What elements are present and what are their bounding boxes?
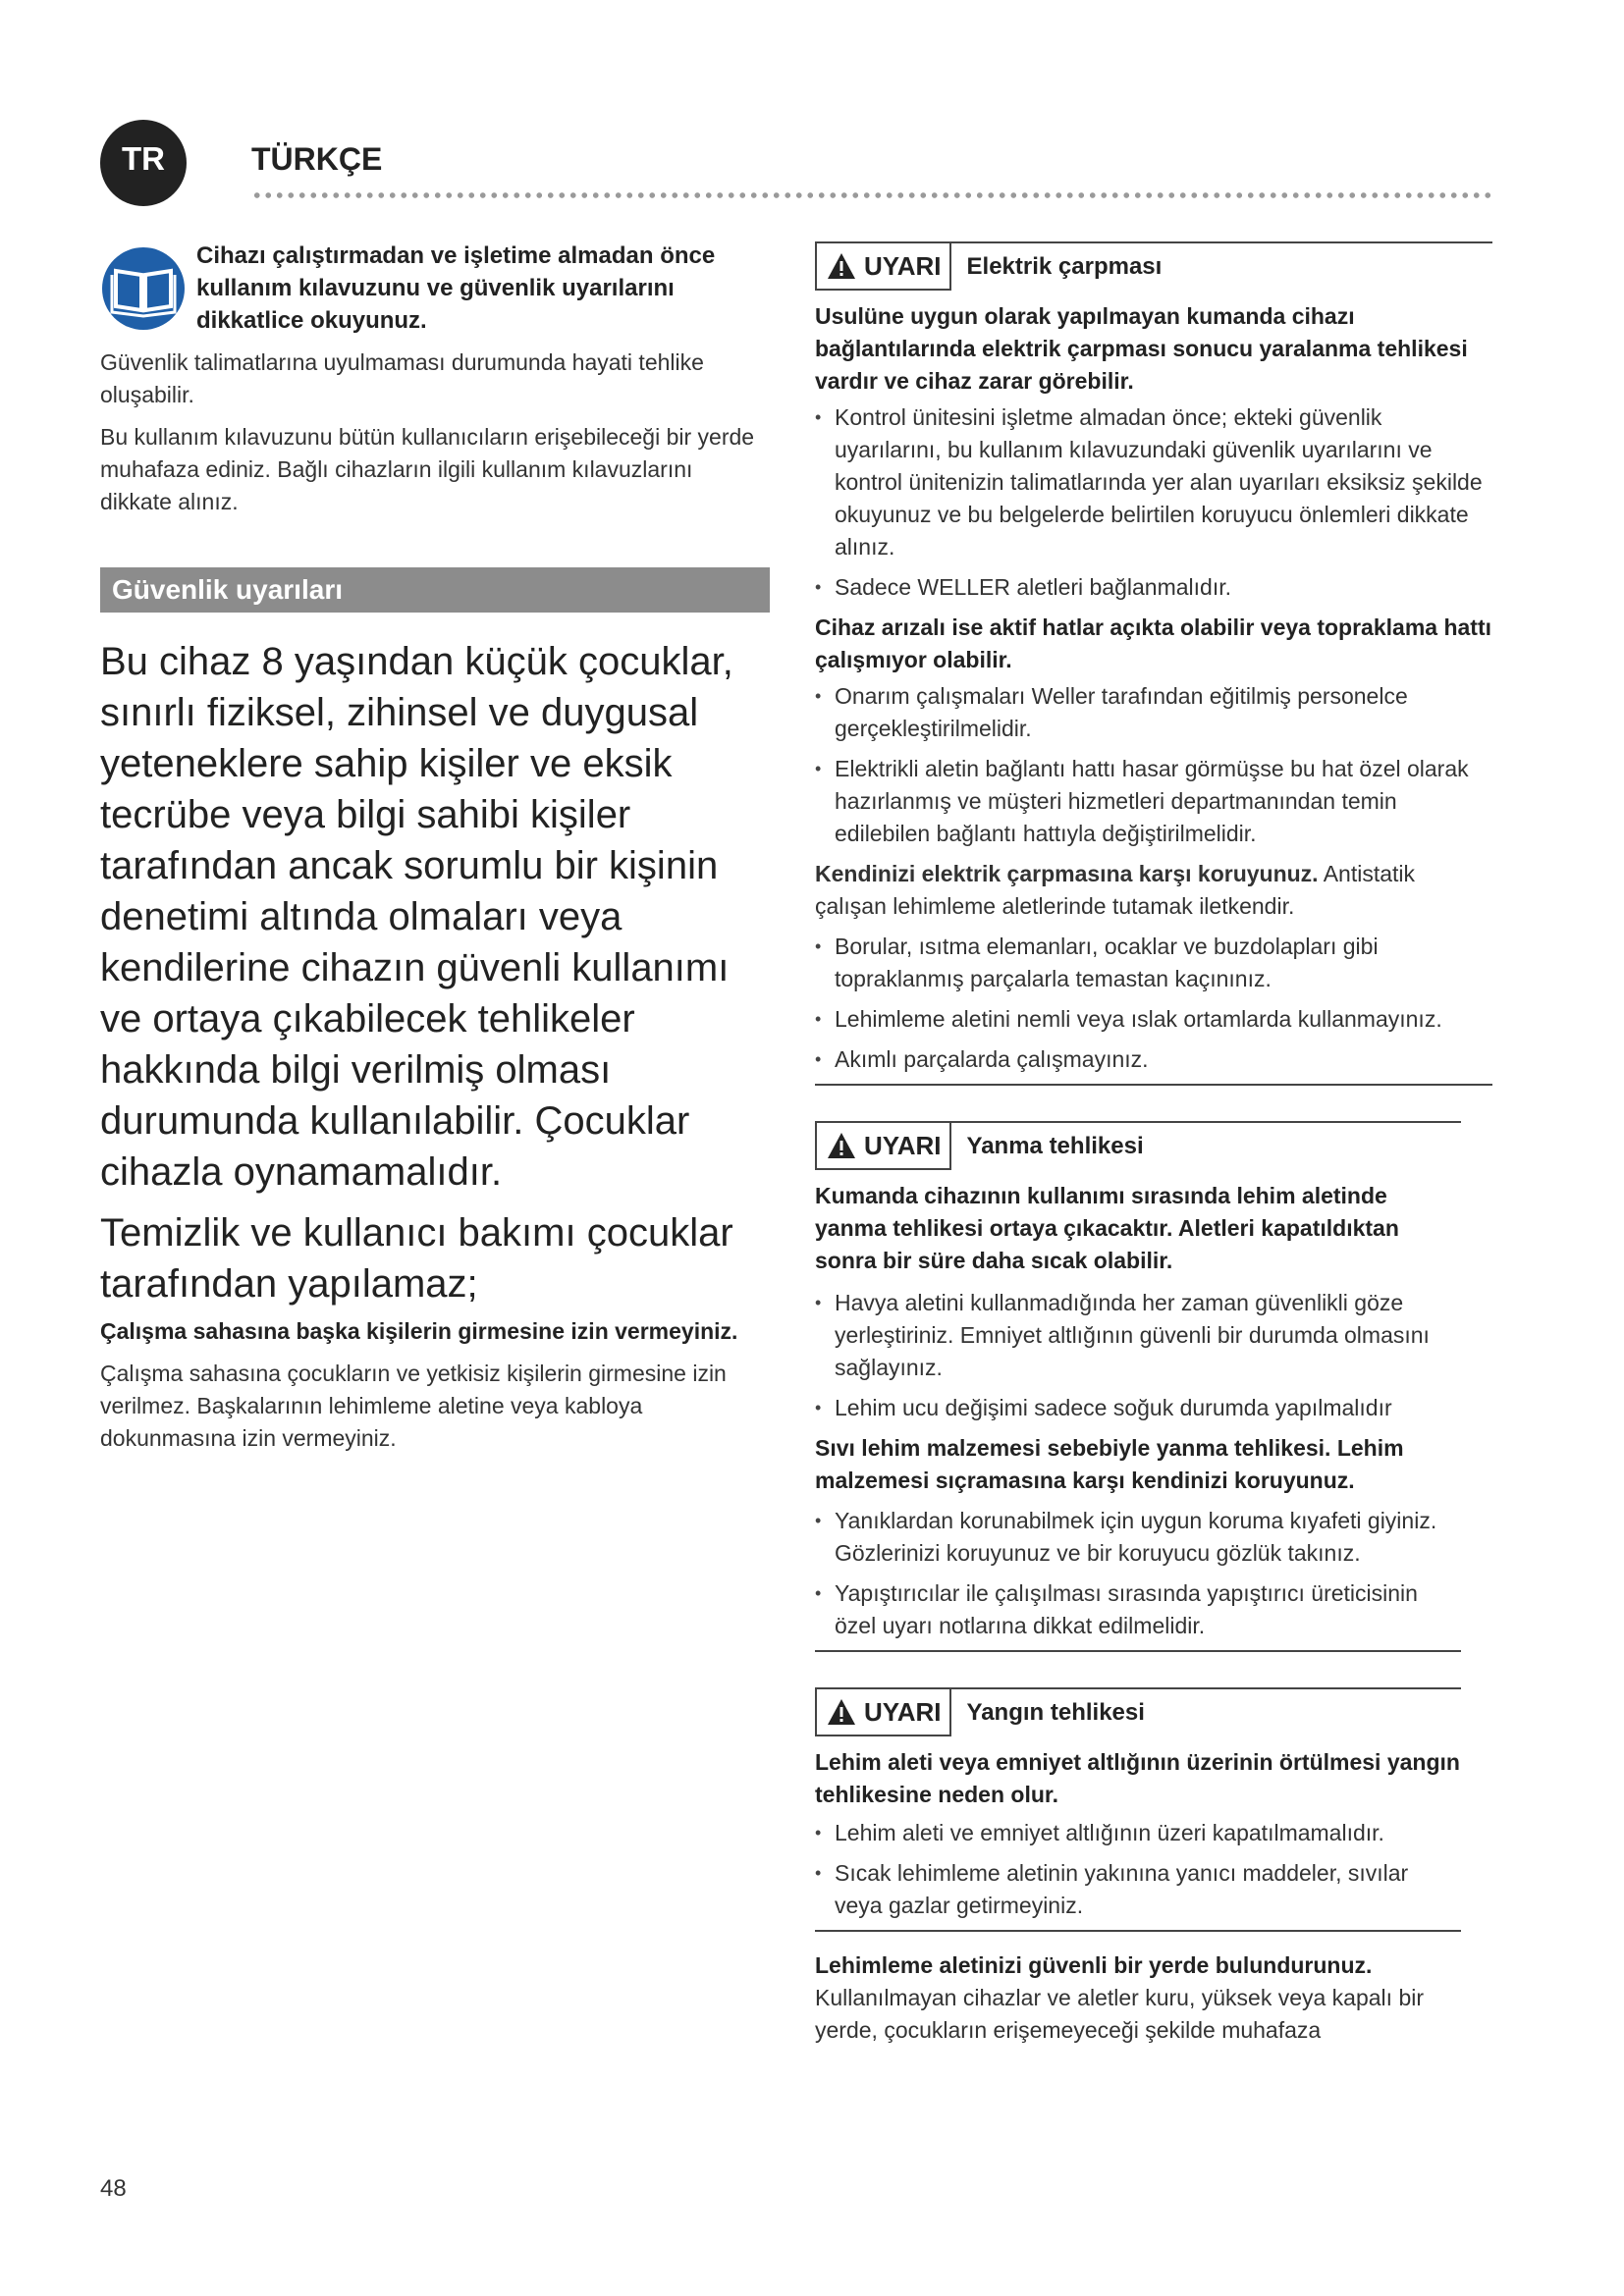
paragraph: Bu kullanım kılavuzunu bütün kullanıcıların erişebileceği bir yerde muhafaza ediniz. Bağlı cihazların ilgili kullanım kılavuzlarını dikkate alınız. [100,424,755,514]
large-warning-text: Temizlik ve kullanıcı bakımı çocuklar tarafından yapılamaz; [100,1211,733,1306]
warning-label-box [815,1123,951,1170]
bullet-list [815,1817,1461,1922]
warning-block-electric [815,241,1492,1086]
bullet-list [815,680,1492,850]
closing-heading: Lehimleme aletinizi güvenli bir yerde bulundurunuz. [815,1952,1373,1978]
warning-subheading-mixed [815,858,1492,923]
warning-title: Elektrik çarpması [966,253,1163,280]
list-item: • Lehim aleti ve emniyet altlığının üzeri kapatılmamalıdır. [815,1817,1461,1849]
list-item: • Lehim ucu değişimi sadece soğuk durumda yapılmalıdır [815,1392,1461,1424]
closing-text: Kullanılmayan cihazlar ve aletler kuru, yüksek veya kapalı bir yerde, çocukların erişemeyeceği şekilde muhafaza [815,1985,1425,2043]
list-item: • Kontrol ünitesini işletme almadan önce; ekteki güvenlik uyarılarını, bu kullanım kılavuzundaki güvenlik uyarılarını ve kontrol ünitenizin talimatlarında yer alan uyarıları eksiksiz şekilde okuyunuz ve bu belgelerde belirtilen koruyucu önlemleri dikkate alınız. [815,401,1492,563]
warning-header [815,241,1492,291]
list-item: • Sıcak lehimleme aletinin yakınına yanıcı maddeler, sıvılar veya gazlar getirmeyiniz. [815,1857,1461,1922]
warning-title: Yanma tehlikesi [966,1133,1144,1159]
divider [815,1930,1461,1932]
list-item: • Akımlı parçalarda çalışmayınız. [815,1043,1492,1076]
dotted-divider [251,190,1490,200]
manual-notice-text: Cihazı çalıştırmadan ve işletime almadan önce kullanım kılavuzunu ve güvenlik uyarılarını dikkatlice okuyunuz. [196,242,716,334]
bullet-list [815,1505,1461,1642]
large-warning-text: Bu cihaz 8 yaşından küçük çocuklar, sınırlı fiziksel, zihinsel ve duygusal yeteneklere sahip kişiler ve eksik tecrübe veya bilgi sahibi kişiler tarafından ancak sorumlu bir kişinin denetimi altında olmaları veya kendilerine cihazın güvenli kullanımı ve ortaya çıkabilecek tehlikeler hakkında bilgi verilmiş olması durumunda kullanılabilir. Çocuklar cihazla oynamamalıdır. [100,640,733,1194]
warning-label: UYARI [864,1696,942,1727]
bullet-list [815,931,1492,1076]
list-item: • Elektrikli aletin bağlantı hattı hasar görmüşse bu hat özel olarak hazırlanmış ve müşteri hizmetleri departmanından temin edilebilen bağlantı hattıyla değiştirilmelidir. [815,753,1492,850]
warning-label: UYARI [864,250,942,281]
warning-intro: Lehim aleti veya emniyet altlığının üzerinin örtülmesi yangın tehlikesine neden olur. [815,1749,1460,1807]
list-item: • Borular, ısıtma elemanları, ocaklar ve buzdolapları gibi topraklanmış parçalarla temastan kaçınınız. [815,931,1492,995]
section-heading: Güvenlik uyarıları [100,567,770,613]
warning-triangle-icon [827,1698,856,1726]
left-column [100,240,770,1455]
warning-subheading: Kendinizi elektrik çarpmasına karşı koruyunuz. [815,861,1319,886]
warning-block-burn [815,1121,1461,1652]
warning-header [815,1687,1461,1736]
bullet-list [815,401,1492,604]
warning-label: UYARI [864,1130,942,1160]
divider [815,1650,1461,1652]
bullet-list [815,1287,1461,1424]
page-number: 48 [100,2175,127,2202]
closing-block [815,1949,1492,2047]
manual-notice-block [100,240,770,337]
bold-note: Çalışma sahasına başka kişilerin girmesine izin vermeyiniz. [100,1318,738,1344]
warning-label-box [815,1689,951,1736]
warning-header [815,1121,1461,1170]
list-item: • Sadece WELLER aletleri bağlanmalıdır. [815,571,1492,604]
list-item: • Yanıklardan korunabilmek için uygun koruma kıyafeti giyiniz. Gözlerinizi koruyunuz ve bir koruyucu gözlük takınız. [815,1505,1461,1570]
divider [815,1084,1492,1086]
warning-block-fire [815,1687,1461,1932]
warning-title: Yangın tehlikesi [966,1699,1145,1726]
manual-book-icon [100,245,187,332]
right-column [815,241,1492,2047]
list-item: • Havya aletini kullanmadığında her zaman güvenlikli göze yerleştiriniz. Emniyet altlığının güvenli bir durumda olmasını sağlayınız. [815,1287,1461,1384]
warning-triangle-icon [827,252,856,280]
warning-subheading: Sıvı lehim malzemesi sebebiyle yanma tehlikesi. Lehim malzemesi sıçramasına karşı kendinizi koruyunuz. [815,1435,1404,1493]
warning-subtext: Antistatik çalışan lehimleme aletlerinde tutamak iletkendir. [815,861,1416,919]
page-title: TÜRKÇE [251,141,383,177]
warning-label-box [815,243,951,291]
language-badge: TR [100,120,187,206]
warning-intro: Kumanda cihazının kullanımı sırasında lehim aletinde yanma tehlikesi ortaya çıkacaktır. Aletleri kapatıldıktan sonra bir süre daha sıcak olabilir. [815,1183,1399,1273]
list-item: • Onarım çalışmaları Weller tarafından eğitilmiş personelce gerçekleştirilmelidir. [815,680,1492,745]
paragraph: Güvenlik talimatlarına uyulmaması durumunda hayati tehlike oluşabilir. [100,349,704,407]
paragraph: Çalışma sahasına çocukların ve yetkisiz kişilerin girmesine izin verilmez. Başkalarının lehimleme aletine veya kabloya dokunmasına izin vermeyiniz. [100,1361,727,1451]
warning-subheading: Cihaz arızalı ise aktif hatlar açıkta olabilir veya topraklama hattı çalışmıyor olabilir. [815,614,1492,672]
list-item: • Lehimleme aletini nemli veya ıslak ortamlarda kullanmayınız. [815,1003,1492,1036]
warning-intro: Usulüne uygun olarak yapılmayan kumanda cihazı bağlantılarında elektrik çarpması sonucu yaralanma tehlikesi vardır ve cihaz zarar görebilir. [815,303,1468,394]
list-item: • Yapıştırıcılar ile çalışılması sırasında yapıştırıcı üreticisinin özel uyarı notlarına dikkat edilmelidir. [815,1577,1461,1642]
warning-triangle-icon [827,1132,856,1159]
